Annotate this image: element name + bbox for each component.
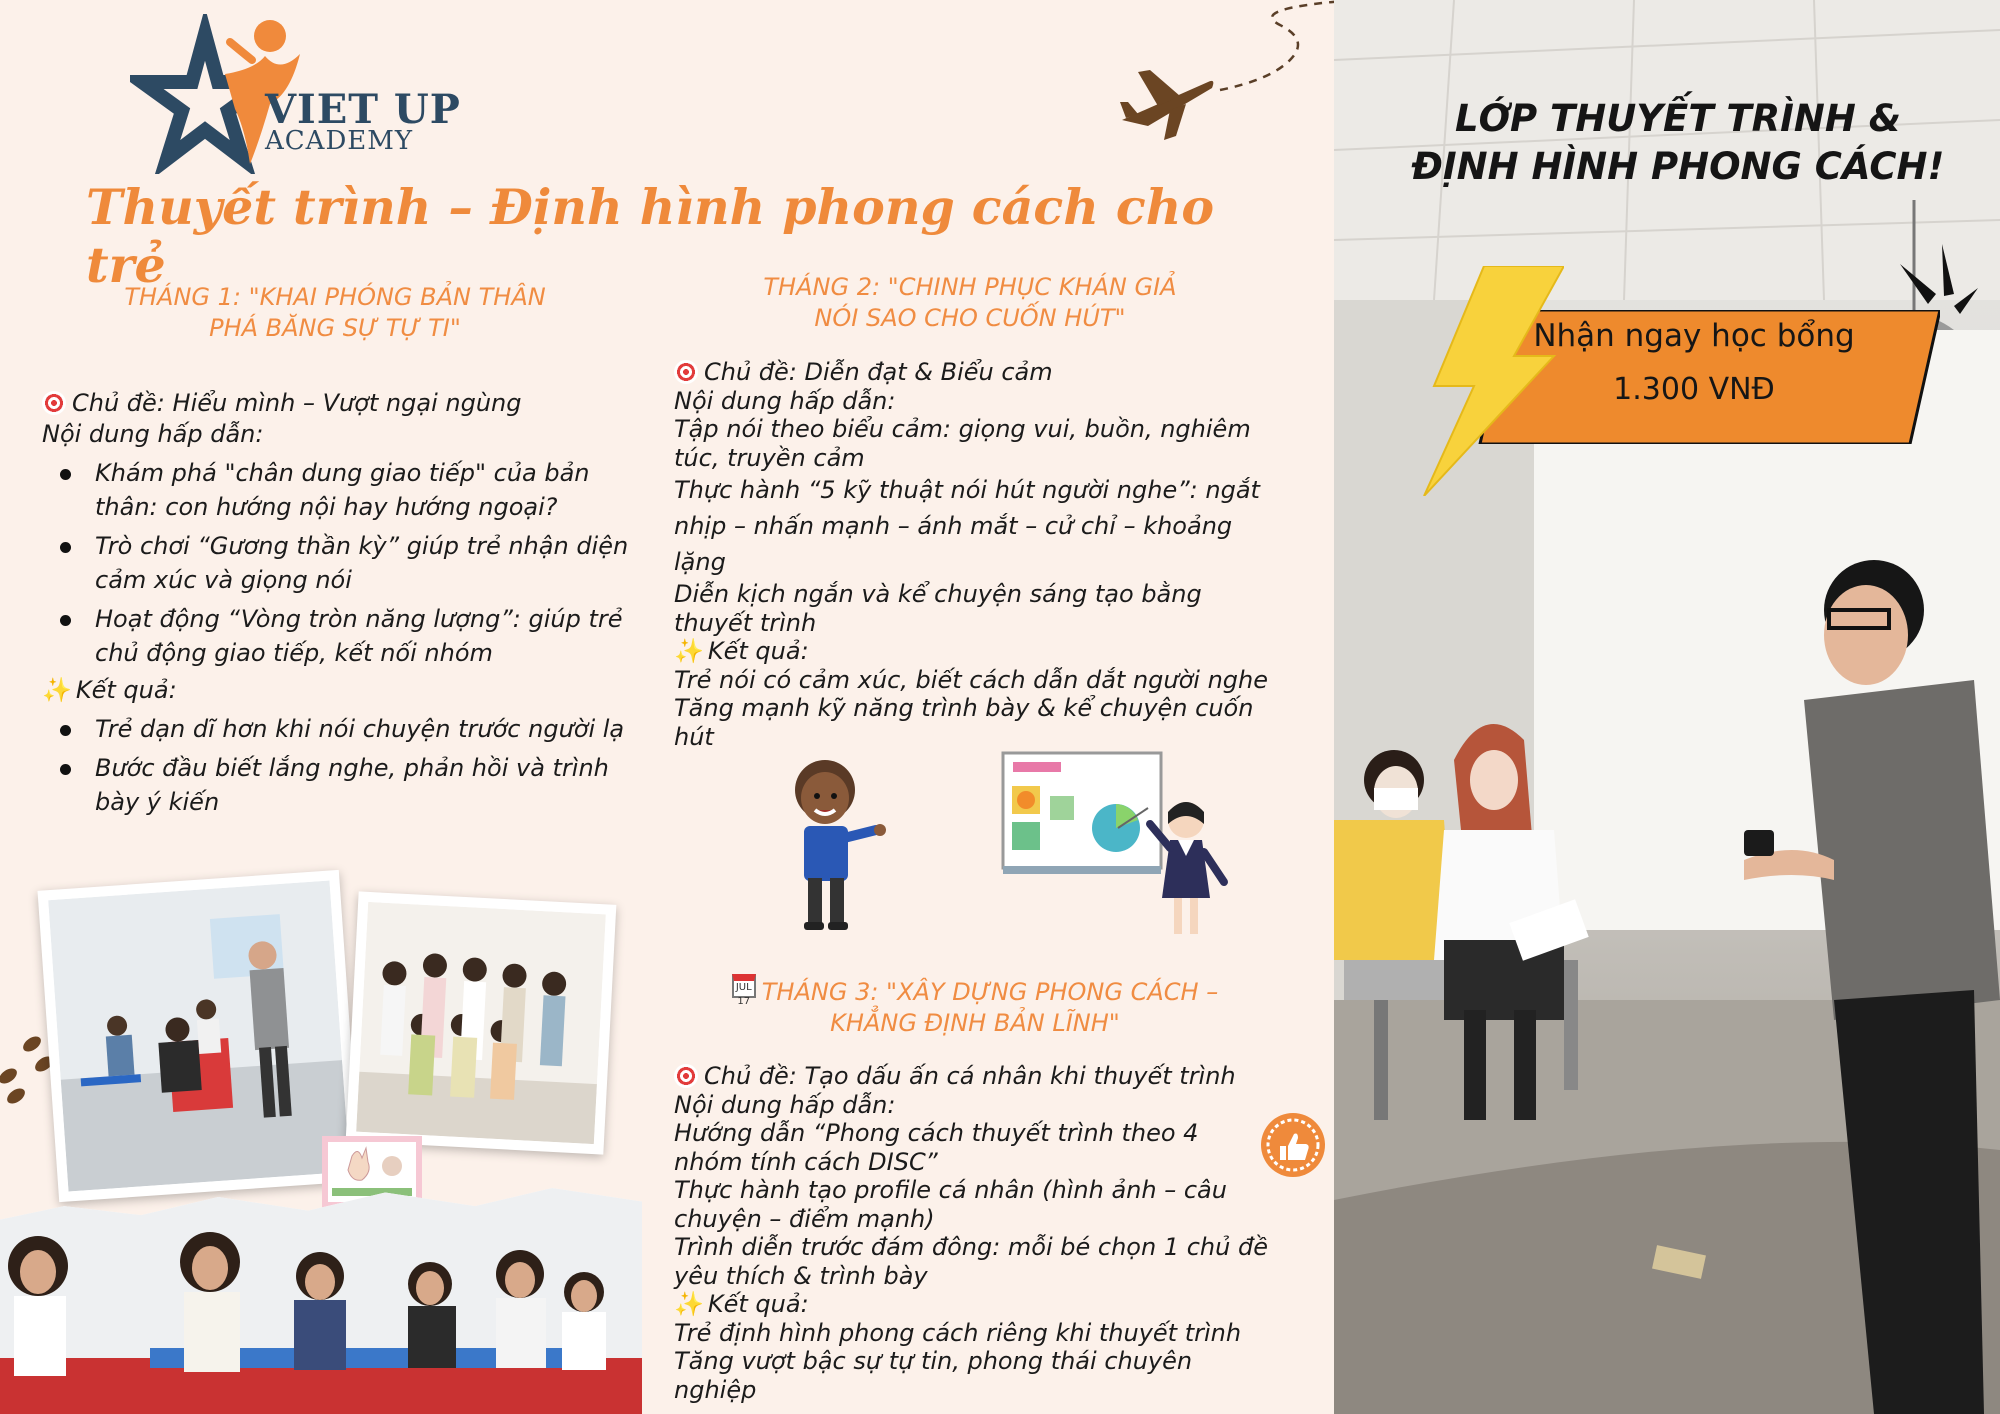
right-title-line2: ĐỊNH HÌNH PHONG CÁCH! [1411, 145, 1945, 188]
month1-result-label: Kết quả: [75, 676, 177, 704]
list-item: Khám phá "chân dung giao tiếp" của bản thân: con hướng nội hay hướng ngoại? [52, 456, 642, 524]
burst-icon [1898, 244, 1978, 324]
month3-heading-line1: THÁNG 3: "XÂY DỰNG PHONG CÁCH – [761, 978, 1219, 1006]
month2-result-line: hút [674, 722, 714, 751]
flight-trail [1210, 0, 1334, 140]
logo-name-line2: ACADEMY [265, 126, 414, 156]
sparkle-icon: ✨ [674, 1290, 704, 1318]
month1-content-list [52, 456, 642, 670]
presenter-boy-illustration [780, 748, 890, 933]
page-title: Thuyết trình – Định hình phong cách cho trẻ [86, 178, 1215, 294]
month3-result-line: Tăng vượt bậc sự tự tin, phong thái chuyên [674, 1347, 1193, 1375]
month3-content [674, 1062, 1314, 1404]
classroom-photo [1334, 0, 2000, 1414]
month2-content-line: Thực hành “5 kỹ thuật nói hút người nghe”: ngắt [674, 476, 1260, 504]
list-item: Trò chơi “Gương thần kỳ” giúp trẻ nhận diện cảm xúc và giọng nói [52, 529, 642, 597]
list-item: Trẻ dạn dĩ hơn khi nói chuyện trước người lạ [52, 712, 642, 746]
month2-heading [700, 272, 1240, 334]
class-photo-3 [0, 1188, 642, 1414]
class-photo-3-image [0, 1188, 642, 1414]
month2-topic-row [674, 358, 1314, 387]
month2-content-line: túc, truyền cảm [674, 443, 865, 472]
month3-content-line: nhóm tính cách DISC” [674, 1147, 938, 1176]
month3-content-line: Trình diễn trước đám đông: mỗi bé chọn 1 chủ đề [674, 1233, 1268, 1261]
class-photo-2-image [356, 902, 606, 1144]
thumbs-up-icon [1258, 1110, 1328, 1180]
month3-topic: Chủ đề: Tạo dấu ấn cá nhân khi thuyết trình [704, 1062, 1236, 1090]
class-photo-2 [346, 891, 617, 1154]
list-item: Hoạt động “Vòng tròn năng lượng”: giúp trẻ chủ động giao tiếp, kết nối nhóm [52, 602, 642, 670]
month1-heading-line2: PHÁ BĂNG SỰ TỰ TI" [209, 314, 461, 342]
right-title [1388, 95, 1968, 191]
month1-content [42, 388, 642, 824]
month2-topic: Chủ đề: Diễn đạt & Biểu cảm [704, 358, 1053, 386]
month2-content-line: Tập nói theo biểu cảm: giọng vui, buồn, nghiêm [674, 415, 1251, 443]
class-photo-1-image [48, 881, 350, 1192]
month2-heading-line2: NÓI SAO CHO CUỐN HÚT" [814, 304, 1126, 332]
month1-result-list [52, 712, 642, 819]
sparkle-icon: ✨ [42, 676, 72, 704]
month1-heading [60, 282, 610, 344]
month3-content-label: Nội dung hấp dẫn: [674, 1090, 896, 1119]
month3-result-row [674, 1290, 1314, 1319]
month3-heading [690, 974, 1260, 1039]
month3-content-line: Thực hành tạo profile cá nhân (hình ảnh – câu [674, 1176, 1227, 1204]
month3-heading-line1-row [690, 974, 1260, 1008]
month3-heading-line2: KHẲNG ĐỊNH BẢN LĨNH" [830, 1009, 1120, 1037]
month3-result-label: Kết quả: [707, 1290, 809, 1318]
month2-content-line: lặng [674, 548, 726, 576]
right-title-line1: LỚP THUYẾT TRÌNH & [1454, 97, 1902, 140]
month3-content-line: chuyện – điểm mạnh) [674, 1204, 935, 1233]
month3-result-line: nghiệp [674, 1375, 757, 1404]
board-presentation-illustration [998, 748, 1238, 948]
sparkle-icon: ✨ [674, 637, 704, 665]
month2-result-row [674, 637, 1314, 666]
target-icon [42, 391, 66, 415]
list-item: Bước đầu biết lắng nghe, phản hồi và trình bày ý kiến [52, 751, 642, 819]
month2-content-line: thuyết trình [674, 608, 817, 637]
month2-result-line: Trẻ nói có cảm xúc, biết cách dẫn dắt người nghe [674, 665, 1268, 694]
month3-content-line: yêu thích & trình bày [674, 1261, 928, 1290]
logo-name-line1: VIET UP [265, 86, 461, 133]
calendar-icon: JUL 17 [732, 974, 756, 998]
month2-content [674, 358, 1314, 751]
month1-topic-row [42, 388, 642, 419]
month2-result-line: Tăng mạnh kỹ năng trình bày & kể chuyện cuốn [674, 694, 1254, 722]
target-icon [674, 1064, 698, 1088]
month2-content-line: Diễn kịch ngắn và kể chuyện sáng tạo bằng [674, 580, 1202, 608]
month3-topic-row [674, 1062, 1314, 1091]
month1-content-label: Nội dung hấp dẫn: [42, 420, 264, 448]
month2-content-label: Nội dung hấp dẫn: [674, 386, 896, 415]
class-photo-1 [37, 870, 360, 1202]
month1-result-row [42, 675, 642, 706]
badge-line2: 1.300 VNĐ [1613, 372, 1775, 407]
month3-content-line: Hướng dẫn “Phong cách thuyết trình theo 4 [674, 1119, 1199, 1147]
month3-result-line: Trẻ định hình phong cách riêng khi thuyết trình [674, 1318, 1242, 1347]
month1-heading-line1: THÁNG 1: "KHAI PHÓNG BẢN THÂN [124, 283, 546, 311]
month2-heading-line1: THÁNG 2: "CHINH PHỤC KHÁN GIẢ [763, 273, 1177, 301]
month1-topic: Chủ đề: Hiểu mình – Vượt ngại ngùng [72, 389, 522, 417]
badge-line1: Nhận ngay học bổng [1533, 318, 1855, 354]
target-icon [674, 360, 698, 384]
airplane-icon [1118, 62, 1214, 142]
right-panel [1334, 0, 2000, 1414]
month2-result-label: Kết quả: [707, 637, 809, 665]
month2-content-line: nhịp – nhấn mạnh – ánh mắt – cử chỉ – khoảng [674, 512, 1233, 540]
